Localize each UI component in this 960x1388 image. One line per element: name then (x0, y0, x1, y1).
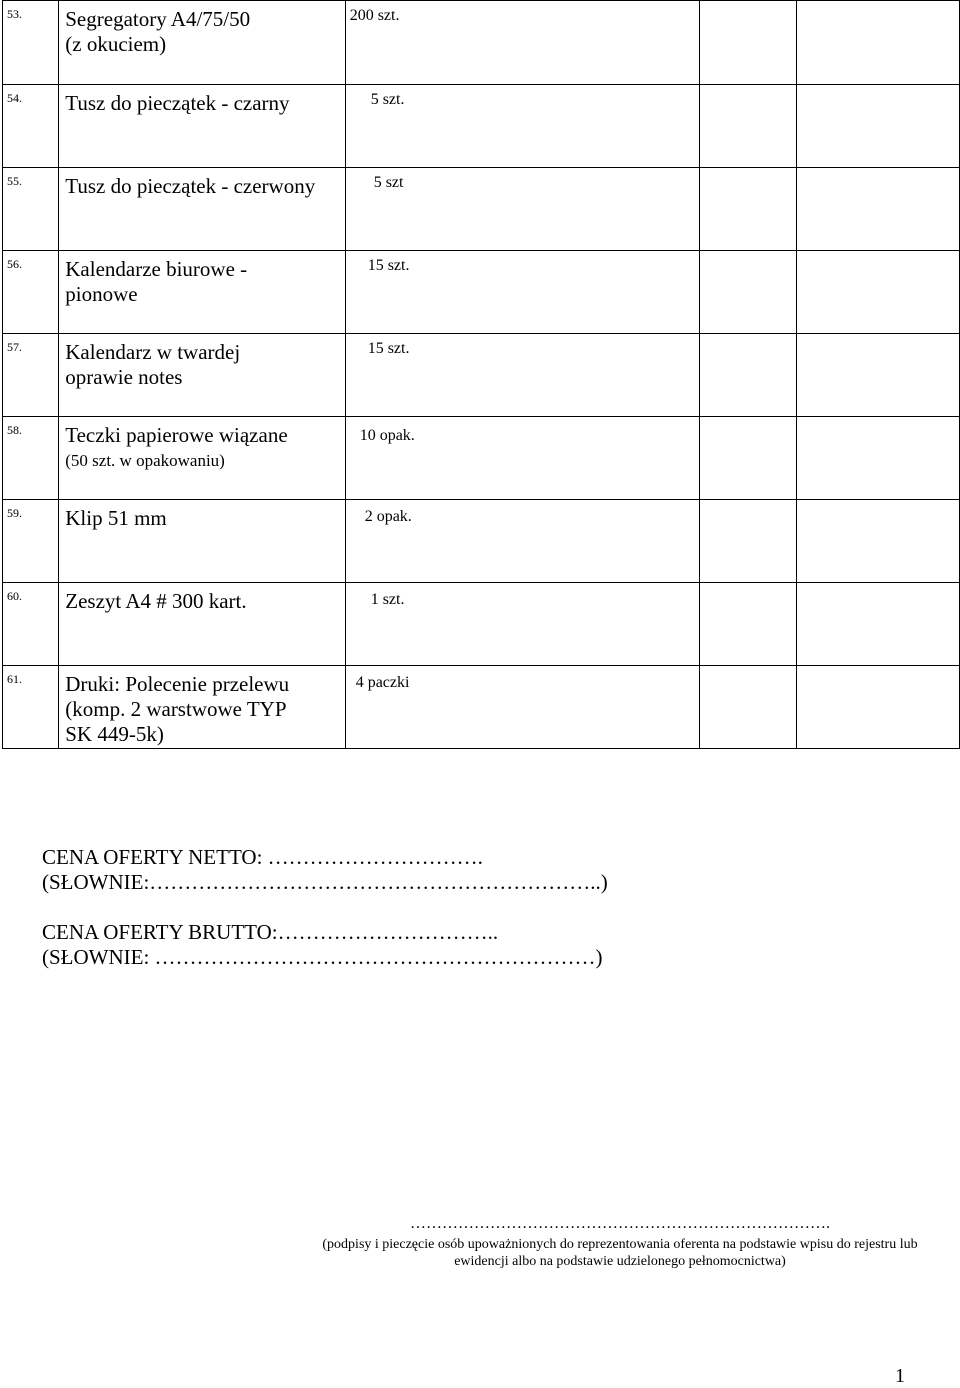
empty-cell (700, 85, 796, 168)
item-name-line: oprawie notes (65, 365, 183, 389)
row-number: 56. (3, 251, 59, 334)
item-name (59, 500, 345, 583)
row-number: 54. (3, 85, 59, 168)
empty-cell (700, 500, 796, 583)
item-name (59, 583, 345, 666)
item-name-line: Klip 51 mm (65, 506, 167, 530)
table-row (3, 666, 960, 749)
item-name (59, 666, 345, 749)
row-number: 53. (3, 1, 59, 85)
item-name-line: Kalendarze biurowe - (65, 257, 248, 281)
row-number: 61. (3, 666, 59, 749)
empty-cell (796, 500, 959, 583)
item-name-line: Druki: Polecenie przelewu (65, 672, 290, 696)
row-number: 57. (3, 334, 59, 417)
item-quantity: 200 szt. (345, 1, 700, 85)
signature-line: ……………………………………………………………………. (410, 1215, 830, 1232)
page-number: 1 (895, 1365, 905, 1387)
item-quantity: 10 opak. (345, 417, 700, 500)
item-name-line: Tusz do pieczątek - czarny (65, 91, 290, 115)
empty-cell (796, 334, 959, 417)
gross-price-words-line: (SŁOWNIE: ………………………………………………………) (42, 945, 603, 969)
empty-cell (796, 417, 959, 500)
item-name (59, 168, 345, 251)
item-name-line: pionowe (65, 282, 138, 306)
row-number: 55. (3, 168, 59, 251)
empty-cell (796, 583, 959, 666)
item-name (59, 1, 345, 85)
empty-cell (796, 666, 959, 749)
item-name-line: (50 szt. w opakowaniu) (65, 451, 225, 470)
empty-cell (700, 666, 796, 749)
signature-caption-cont: ewidencji albo na podstawie udzielonego pełnomocnictwa) (454, 1254, 786, 1269)
row-number: 59. (3, 500, 59, 583)
net-price-words-line: (SŁOWNIE:………………………………………………………..) (42, 870, 608, 894)
empty-cell (796, 85, 959, 168)
item-quantity: 15 szt. (345, 334, 700, 417)
item-name (59, 85, 345, 168)
item-name (59, 417, 345, 500)
signature-block (300, 1215, 940, 1270)
item-name-line: Teczki papierowe wiązane (65, 423, 288, 447)
item-name-line: Kalendarz w twardej (65, 340, 241, 364)
empty-cell (796, 1, 959, 85)
item-name-line: Segregatory A4/75/50 (65, 7, 251, 31)
item-quantity: 15 szt. (345, 251, 700, 334)
empty-cell (796, 168, 959, 251)
item-quantity: 1 szt. (345, 583, 700, 666)
item-quantity: 2 opak. (345, 500, 700, 583)
net-price-line: CENA OFERTY NETTO: …………………………. (42, 845, 483, 869)
table-row (3, 168, 960, 251)
empty-cell (700, 168, 796, 251)
table-row (3, 417, 960, 500)
table-row (3, 251, 960, 334)
item-name-line: Zeszyt A4 # 300 kart. (65, 589, 247, 613)
item-quantity: 5 szt (345, 168, 700, 251)
item-name (59, 251, 345, 334)
item-name-line: (komp. 2 warstwowe TYP (65, 697, 287, 721)
empty-cell (700, 251, 796, 334)
row-number: 60. (3, 583, 59, 666)
item-name-line: SK 449-5k) (65, 722, 164, 746)
item-name-line: Tusz do pieczątek - czerwony (65, 174, 316, 198)
item-quantity: 5 szt. (345, 85, 700, 168)
table-row (3, 583, 960, 666)
empty-cell (700, 417, 796, 500)
table-row (3, 85, 960, 168)
empty-cell (700, 1, 796, 85)
row-number: 58. (3, 417, 59, 500)
table-row (3, 334, 960, 417)
item-name-line: (z okuciem) (65, 32, 167, 56)
empty-cell (700, 334, 796, 417)
item-quantity: 4 paczki (345, 666, 700, 749)
signature-caption: (podpisy i pieczęcie osób upoważnionych do reprezentowania oferenta na podstawie wpisu do rejestru lub (322, 1237, 918, 1252)
offer-price-section (42, 845, 608, 970)
table-row (3, 500, 960, 583)
empty-cell (700, 583, 796, 666)
item-name (59, 334, 345, 417)
table-row (3, 1, 960, 85)
items-table (2, 0, 960, 749)
empty-cell (796, 251, 959, 334)
gross-price-line: CENA OFERTY BRUTTO:………………………….. (42, 920, 499, 944)
